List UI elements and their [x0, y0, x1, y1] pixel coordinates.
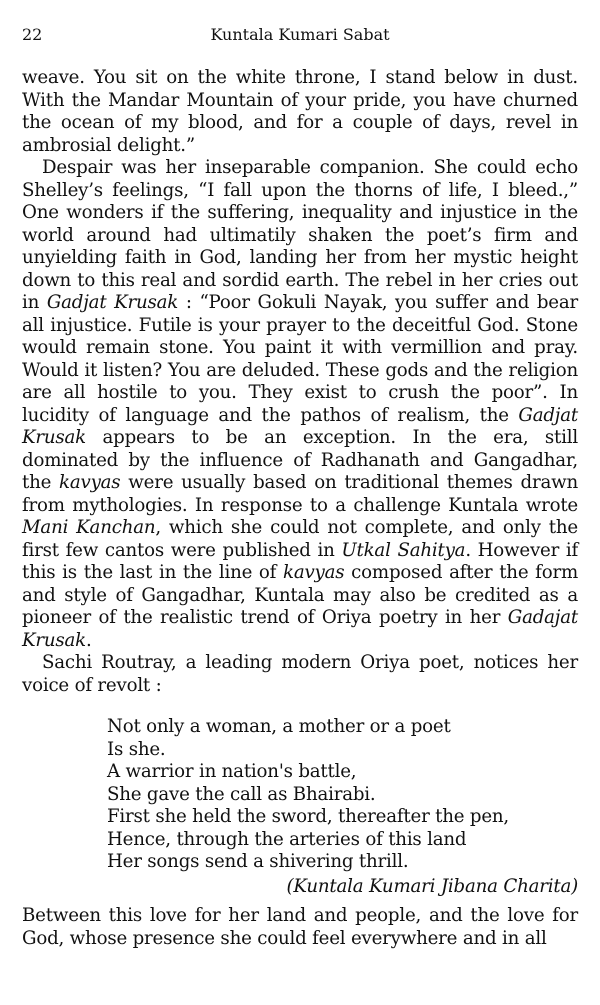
page-number: 22 — [22, 25, 43, 44]
verse-line: First she held the sword, thereafter the pen, — [107, 806, 510, 827]
paragraph-1: weave. You sit on the white throne, I stand below in dust. With the Mandar Mountain of your pride, you have churned the ocean of my blood, and for a couple of days, revel in ambrosial delight.” — [22, 67, 578, 156]
p2-text-d: were usually based on traditional themes drawn from mythologies. In response to a challenge Kuntala wrote — [22, 472, 578, 516]
p2-text-e: , which she could not complete, and only the first few cantos were published in — [22, 517, 578, 561]
verse-line: Not only a woman, a mother or a poet — [107, 716, 451, 737]
verse-line: Hence, through the arteries of this land — [107, 828, 467, 850]
p2-text-b: : “Poor Gokuli Nayak, you suffer and bear all injustice. Futile is your prayer to the deceitful God. Stone would remain stone. You paint it with vermillion and pray. Would it listen? You are deluded. These gods and the religion are all hostile to you. They exist to crush the poor”. In lucidity of language and the pathos of realism, the — [22, 292, 578, 426]
page-header — [22, 25, 578, 49]
p2-text-f: . However if this is the last in the line of — [22, 539, 579, 583]
verse-line: Her songs send a shivering thrill. — [107, 851, 409, 872]
p2-italic-gadajat-krusak: Gadajat Krusak — [22, 607, 578, 651]
running-title: Kuntala Kumari Sabat — [210, 25, 390, 44]
verse-quotation — [107, 716, 578, 898]
paragraph-3: Sachi Routray, a leading modern Oriya poet, notices her voice of revolt : — [22, 652, 578, 696]
p2-text-a: Despair was her inseparable companion. She could echo Shelley’s feelings, “I fall upon the thorns of life, I bleed.,” One wonders if the suffering, inequality and injustice in the world around had ultimatily shaken the poet’s firm and unyielding faith in God, landing her from her mystic height down to this real and sordid earth. The rebel in her cries out in — [22, 157, 578, 313]
p2-italic-kavyas-2: kavyas — [283, 562, 345, 583]
p2-italic-gadjat-krusak-2: Gadjat Krusak — [22, 404, 578, 448]
p2-italic-gadjat-krusak-1: Gadjat Krusak — [46, 292, 179, 313]
p2-text-h: . — [86, 629, 92, 651]
p2-text-c: appears to be an exception. In the era, still dominated by the influence of Radhanath and Gangadhar, the — [22, 427, 578, 493]
paragraph-2 — [22, 157, 578, 652]
verse-line: She gave the call as Bhairabi. — [107, 783, 376, 805]
page-body — [22, 67, 578, 950]
p2-text-g: composed after the form and style of Gangadhar, Kuntala may also be credited as a pioneer of the realistic trend of Oriya poetry in her — [22, 562, 578, 628]
verse-source: (Kuntala Kumari Jibana Charita) — [286, 875, 578, 897]
p2-italic-utkal-sahitya: Utkal Sahitya — [341, 539, 466, 561]
verse-line: A warrior in nation's battle, — [107, 761, 357, 782]
paragraph-4: Between this love for her land and people, and the love for God, whose presence she could feel everywhere and in all — [22, 905, 578, 949]
p2-italic-kavyas-1: kavyas — [59, 472, 121, 493]
p2-italic-mani-kanchan: Mani Kanchan — [22, 517, 156, 538]
verse-line: Is she. — [107, 738, 166, 760]
